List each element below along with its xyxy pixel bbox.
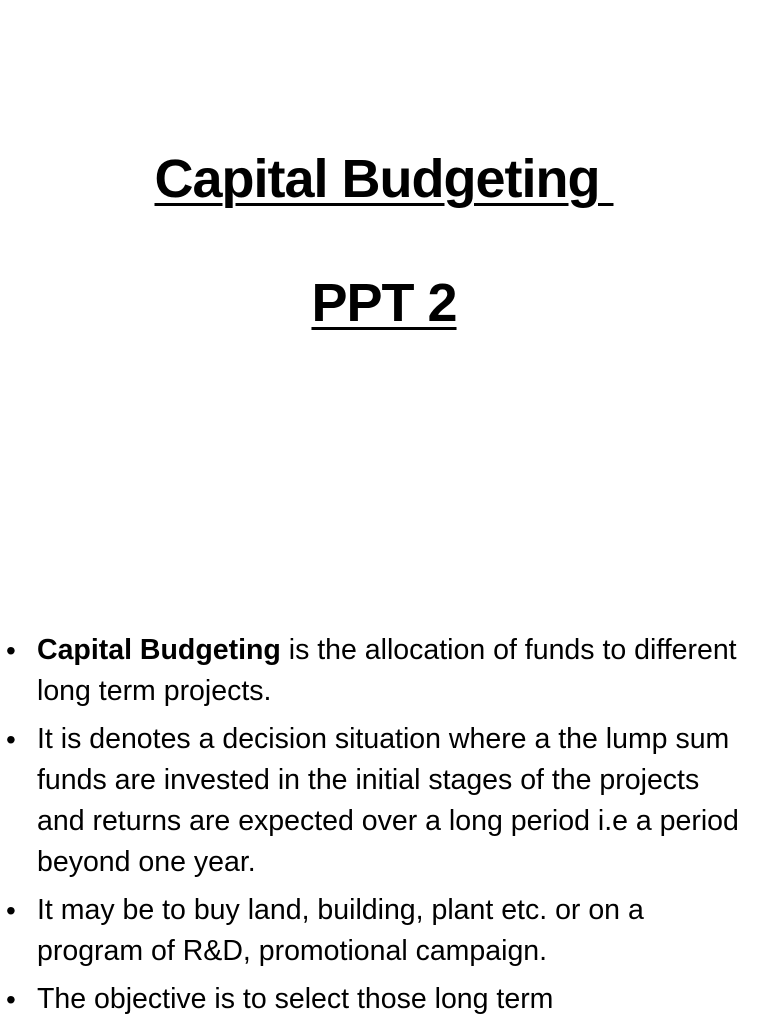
bullet-dot-icon: • [6,895,16,926]
bullet-text: It is denotes a decision situation where a the lump sum funds are invested in the initial stages of the projects and returns are expected over a long period i.e a period beyond one year. [37,723,739,878]
slide-title [0,148,768,334]
title-text-1: Capital Budgeting [154,149,614,209]
bullet-lead-text: Capital Budgeting [37,634,281,666]
bullet-dot-icon: • [6,635,16,666]
bullet-item-3 [0,890,768,972]
title-line-1 [0,148,768,210]
bullet-text: It may be to buy land, building, plant etc. or on a program of R&D, promotional campaign. [37,894,644,967]
bullet-list [0,630,768,1027]
bullet-dot-icon: • [6,724,16,755]
bullet-text: is the allocation of funds to different long term projects. [37,634,737,707]
bullet-item-2 [0,719,768,883]
bullet-text: The objective is to select those long term [37,983,554,1015]
title-text-2: PPT 2 [311,273,457,333]
bullet-dot-icon: • [6,984,16,1015]
title-line-2 [0,272,768,334]
bullet-item-1 [0,630,768,712]
bullet-item-4 [0,979,768,1020]
